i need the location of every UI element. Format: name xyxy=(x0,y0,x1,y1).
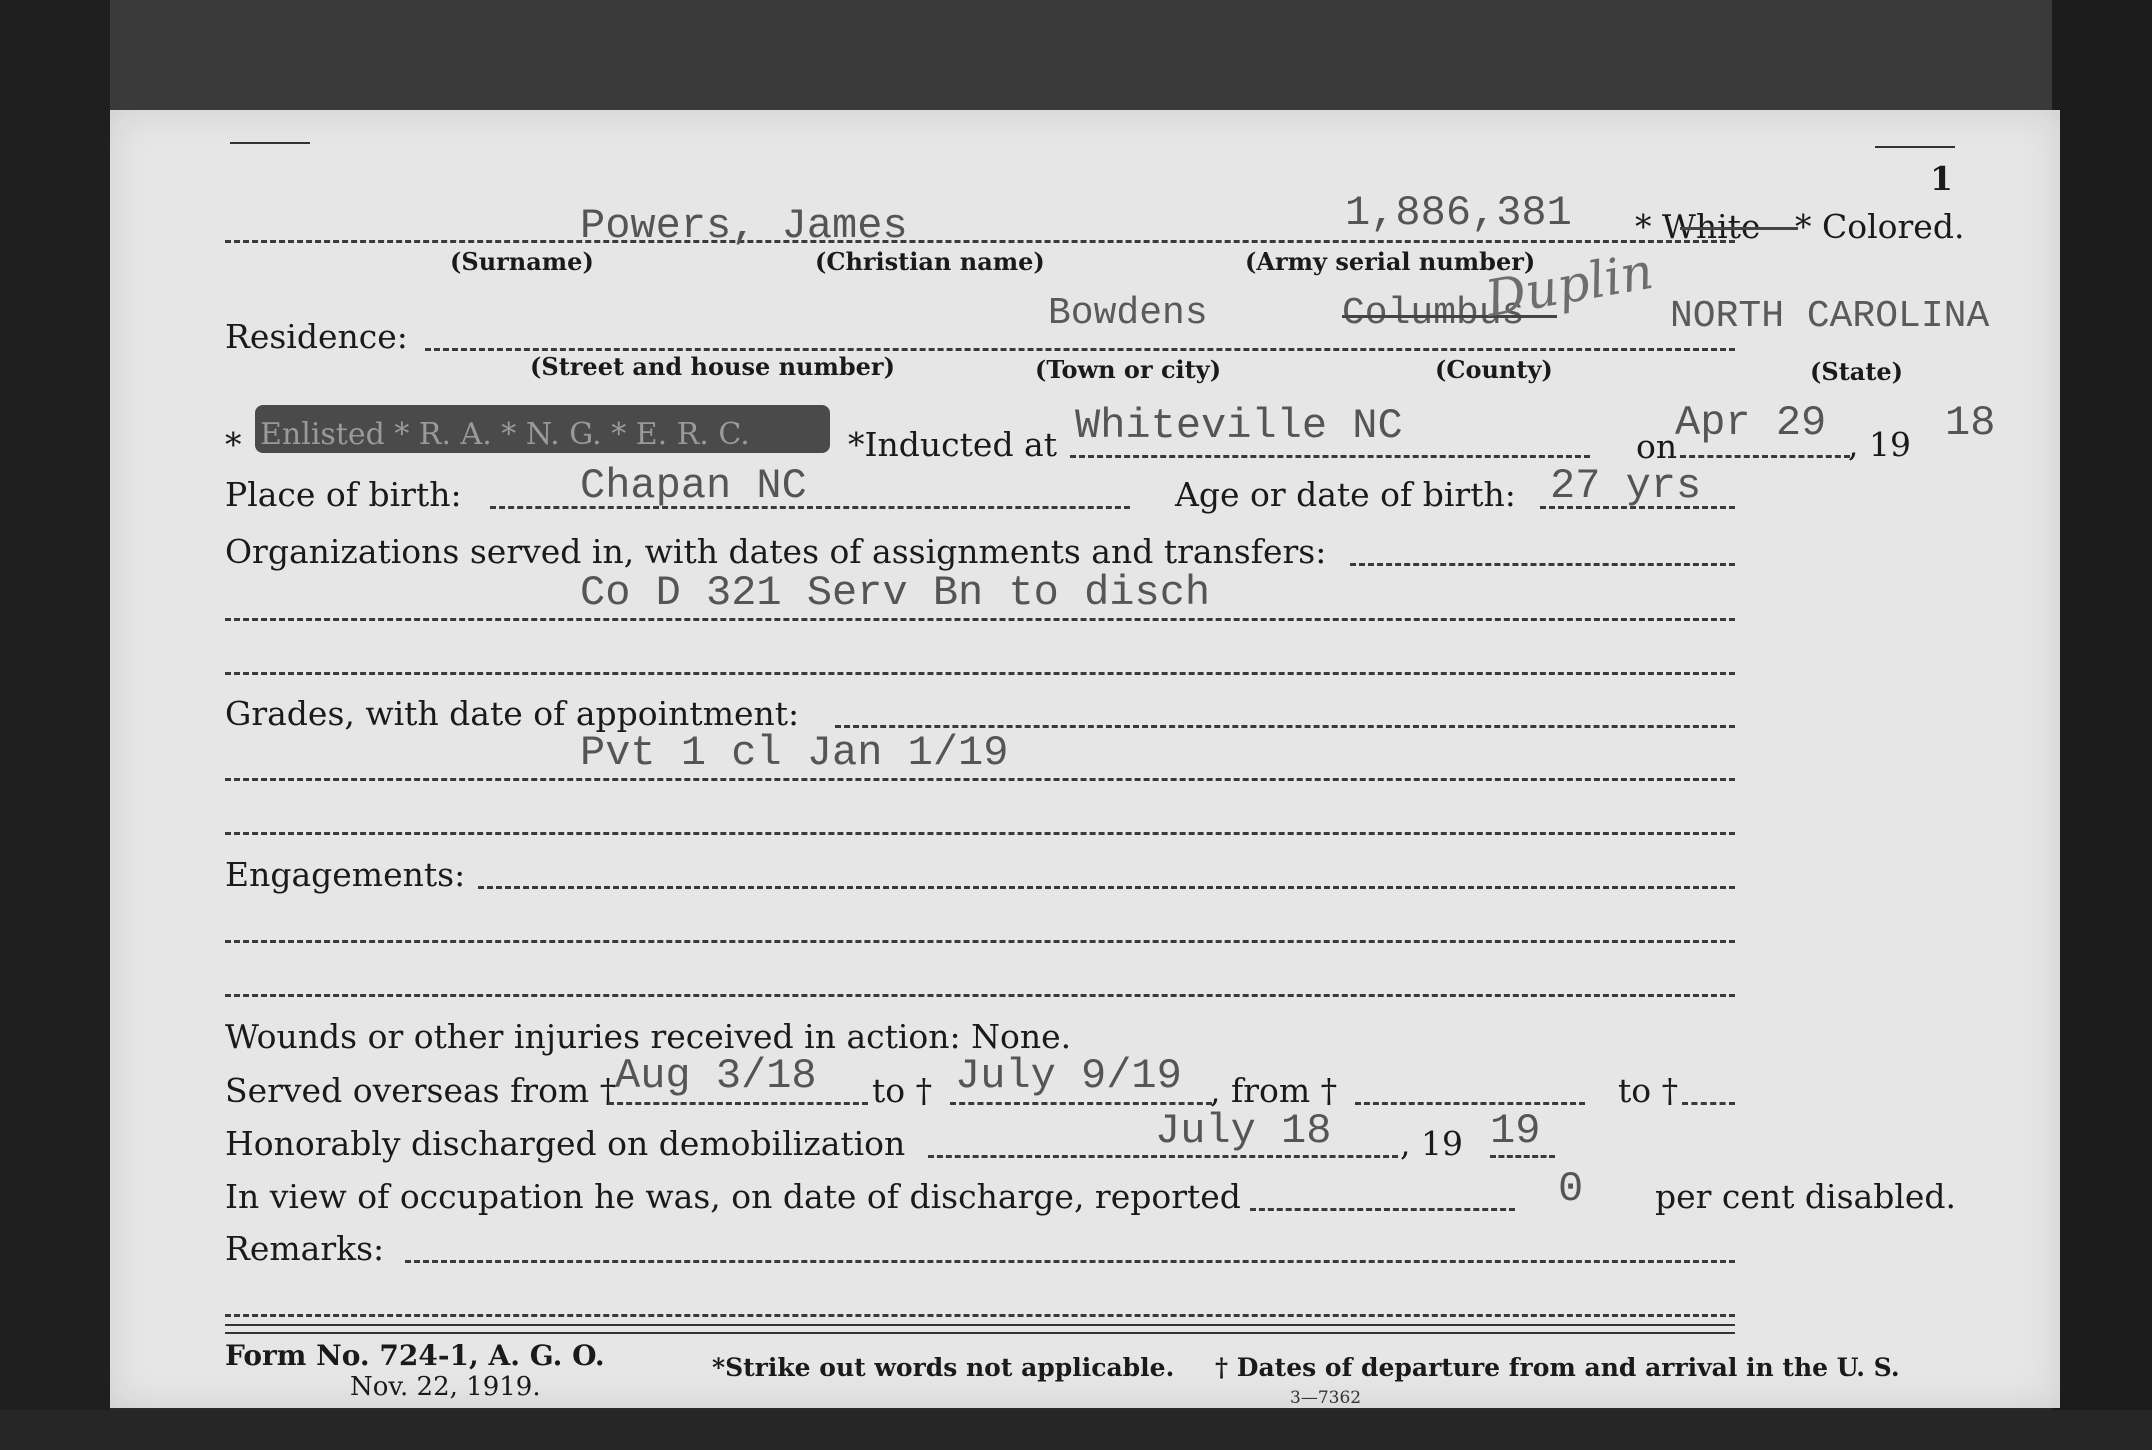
enlisted-redacted-text: Enlisted * R. A. * N. G. * E. R. C. xyxy=(260,417,750,452)
service-record-card xyxy=(110,110,2060,1408)
grades-line-3 xyxy=(225,832,1735,835)
disability-line xyxy=(1250,1208,1515,1211)
discharge-year-line xyxy=(1490,1155,1555,1158)
town-label: (Town or city) xyxy=(1035,355,1222,384)
induction-date-line xyxy=(1680,455,1850,458)
name-value: Powers, James xyxy=(580,202,908,250)
organizations-label: Organizations served in, with dates of assignments and transfers: xyxy=(225,532,1327,571)
scan-background-bottom xyxy=(0,1410,2152,1450)
race-white-strike xyxy=(1680,227,1798,230)
place-of-birth-label: Place of birth: xyxy=(225,475,462,514)
discharge-year-prefix: , 19 xyxy=(1400,1124,1463,1163)
overseas-from-value: Aug 3/18 xyxy=(615,1052,817,1100)
discharge-date: July 18 xyxy=(1155,1107,1332,1155)
form-date: Nov. 22, 1919. xyxy=(350,1372,541,1402)
inducted-at-label: *Inducted at xyxy=(848,425,1057,464)
engagements-line-2 xyxy=(225,940,1735,943)
grades-label: Grades, with date of appointment: xyxy=(225,694,800,733)
race-colored: * Colored. xyxy=(1795,207,1965,246)
serial-label: (Army serial number) xyxy=(1245,247,1536,276)
engagements-line-1 xyxy=(478,886,1735,889)
print-code: 3—7362 xyxy=(1290,1388,1362,1408)
place-of-birth-value: Chapan NC xyxy=(580,462,807,510)
discharge-label: Honorably discharged on demobilization xyxy=(225,1124,906,1163)
engagements-line-3 xyxy=(225,994,1735,997)
race-white: * White xyxy=(1635,207,1761,246)
organizations-line-3 xyxy=(225,672,1735,675)
residence-town: Bowdens xyxy=(1048,292,1208,335)
grades-value: Pvt 1 cl Jan 1/19 xyxy=(580,729,1009,777)
overseas-to-line xyxy=(950,1102,1212,1105)
age-label: Age or date of birth: xyxy=(1175,475,1516,514)
wounds-label: Wounds or other injuries received in action: None. xyxy=(225,1017,1072,1056)
scan-background-top xyxy=(0,0,2152,110)
name-line xyxy=(225,240,1735,243)
remarks-line-2 xyxy=(225,1314,1735,1317)
induction-date: Apr 29 xyxy=(1675,399,1827,447)
grades-line-1 xyxy=(835,725,1735,728)
disability-label: In view of occupation he was, on date of discharge, reported xyxy=(225,1177,1241,1216)
on-label: on xyxy=(1636,427,1678,466)
overseas-from2-label: , from † xyxy=(1210,1071,1338,1110)
page-number: 1 xyxy=(1930,159,1953,198)
induction-place-line xyxy=(1070,455,1590,458)
induction-place: Whiteville NC xyxy=(1075,402,1403,450)
overseas-from-line xyxy=(608,1102,868,1105)
scan-background-right xyxy=(2052,0,2152,1450)
footnote-strike: *Strike out words not applicable. xyxy=(712,1353,1175,1382)
remarks-line-1 xyxy=(405,1260,1735,1263)
overseas-to2-label: to † xyxy=(1618,1071,1679,1110)
footer-rule-2 xyxy=(225,1332,1735,1334)
overseas-from-label: Served overseas from † xyxy=(225,1071,617,1110)
remarks-label: Remarks: xyxy=(225,1229,385,1268)
age-value: 27 yrs xyxy=(1550,462,1702,510)
christian-name-label: (Christian name) xyxy=(815,247,1045,276)
organizations-value: Co D 321 Serv Bn to disch xyxy=(580,569,1211,617)
induction-year-suffix: 18 xyxy=(1945,399,1996,447)
grades-line-2 xyxy=(225,778,1735,781)
residence-label: Residence: xyxy=(225,317,408,356)
serial-value: 1,886,381 xyxy=(1345,189,1572,237)
residence-line xyxy=(425,348,1735,351)
discharge-year-suffix: 19 xyxy=(1490,1107,1541,1155)
organizations-line-1 xyxy=(1350,563,1735,566)
organizations-line-2 xyxy=(225,618,1735,621)
disability-suffix: per cent disabled. xyxy=(1655,1177,1957,1216)
overseas-to-value: July 9/19 xyxy=(955,1052,1182,1100)
state-label: (State) xyxy=(1810,357,1904,386)
discharge-date-line xyxy=(928,1155,1398,1158)
overseas-to-label: to † xyxy=(872,1071,933,1110)
residence-county-struck: Columbus xyxy=(1342,292,1525,335)
induction-asterisk: * xyxy=(225,425,242,464)
overseas-to2-line xyxy=(1682,1102,1735,1105)
engagements-label: Engagements: xyxy=(225,855,466,894)
residence-state: NORTH CAROLINA xyxy=(1670,295,1990,338)
top-right-rule xyxy=(1875,146,1955,148)
top-left-rule xyxy=(230,142,310,144)
induction-year-prefix: , 19 xyxy=(1848,425,1911,464)
overseas-from2-line xyxy=(1355,1102,1585,1105)
footnote-dates: † Dates of departure from and arrival in the U. S. xyxy=(1215,1353,1900,1382)
form-number: Form No. 724-1, A. G. O. xyxy=(225,1339,605,1372)
surname-label: (Surname) xyxy=(450,247,594,276)
footer-rule-1 xyxy=(225,1324,1735,1326)
residence-county-handwritten: Duplin xyxy=(1481,241,1658,329)
county-label: (County) xyxy=(1435,355,1553,384)
disability-value: 0 xyxy=(1558,1165,1584,1213)
scan-background-left xyxy=(0,0,110,1450)
street-label: (Street and house number) xyxy=(530,352,895,381)
